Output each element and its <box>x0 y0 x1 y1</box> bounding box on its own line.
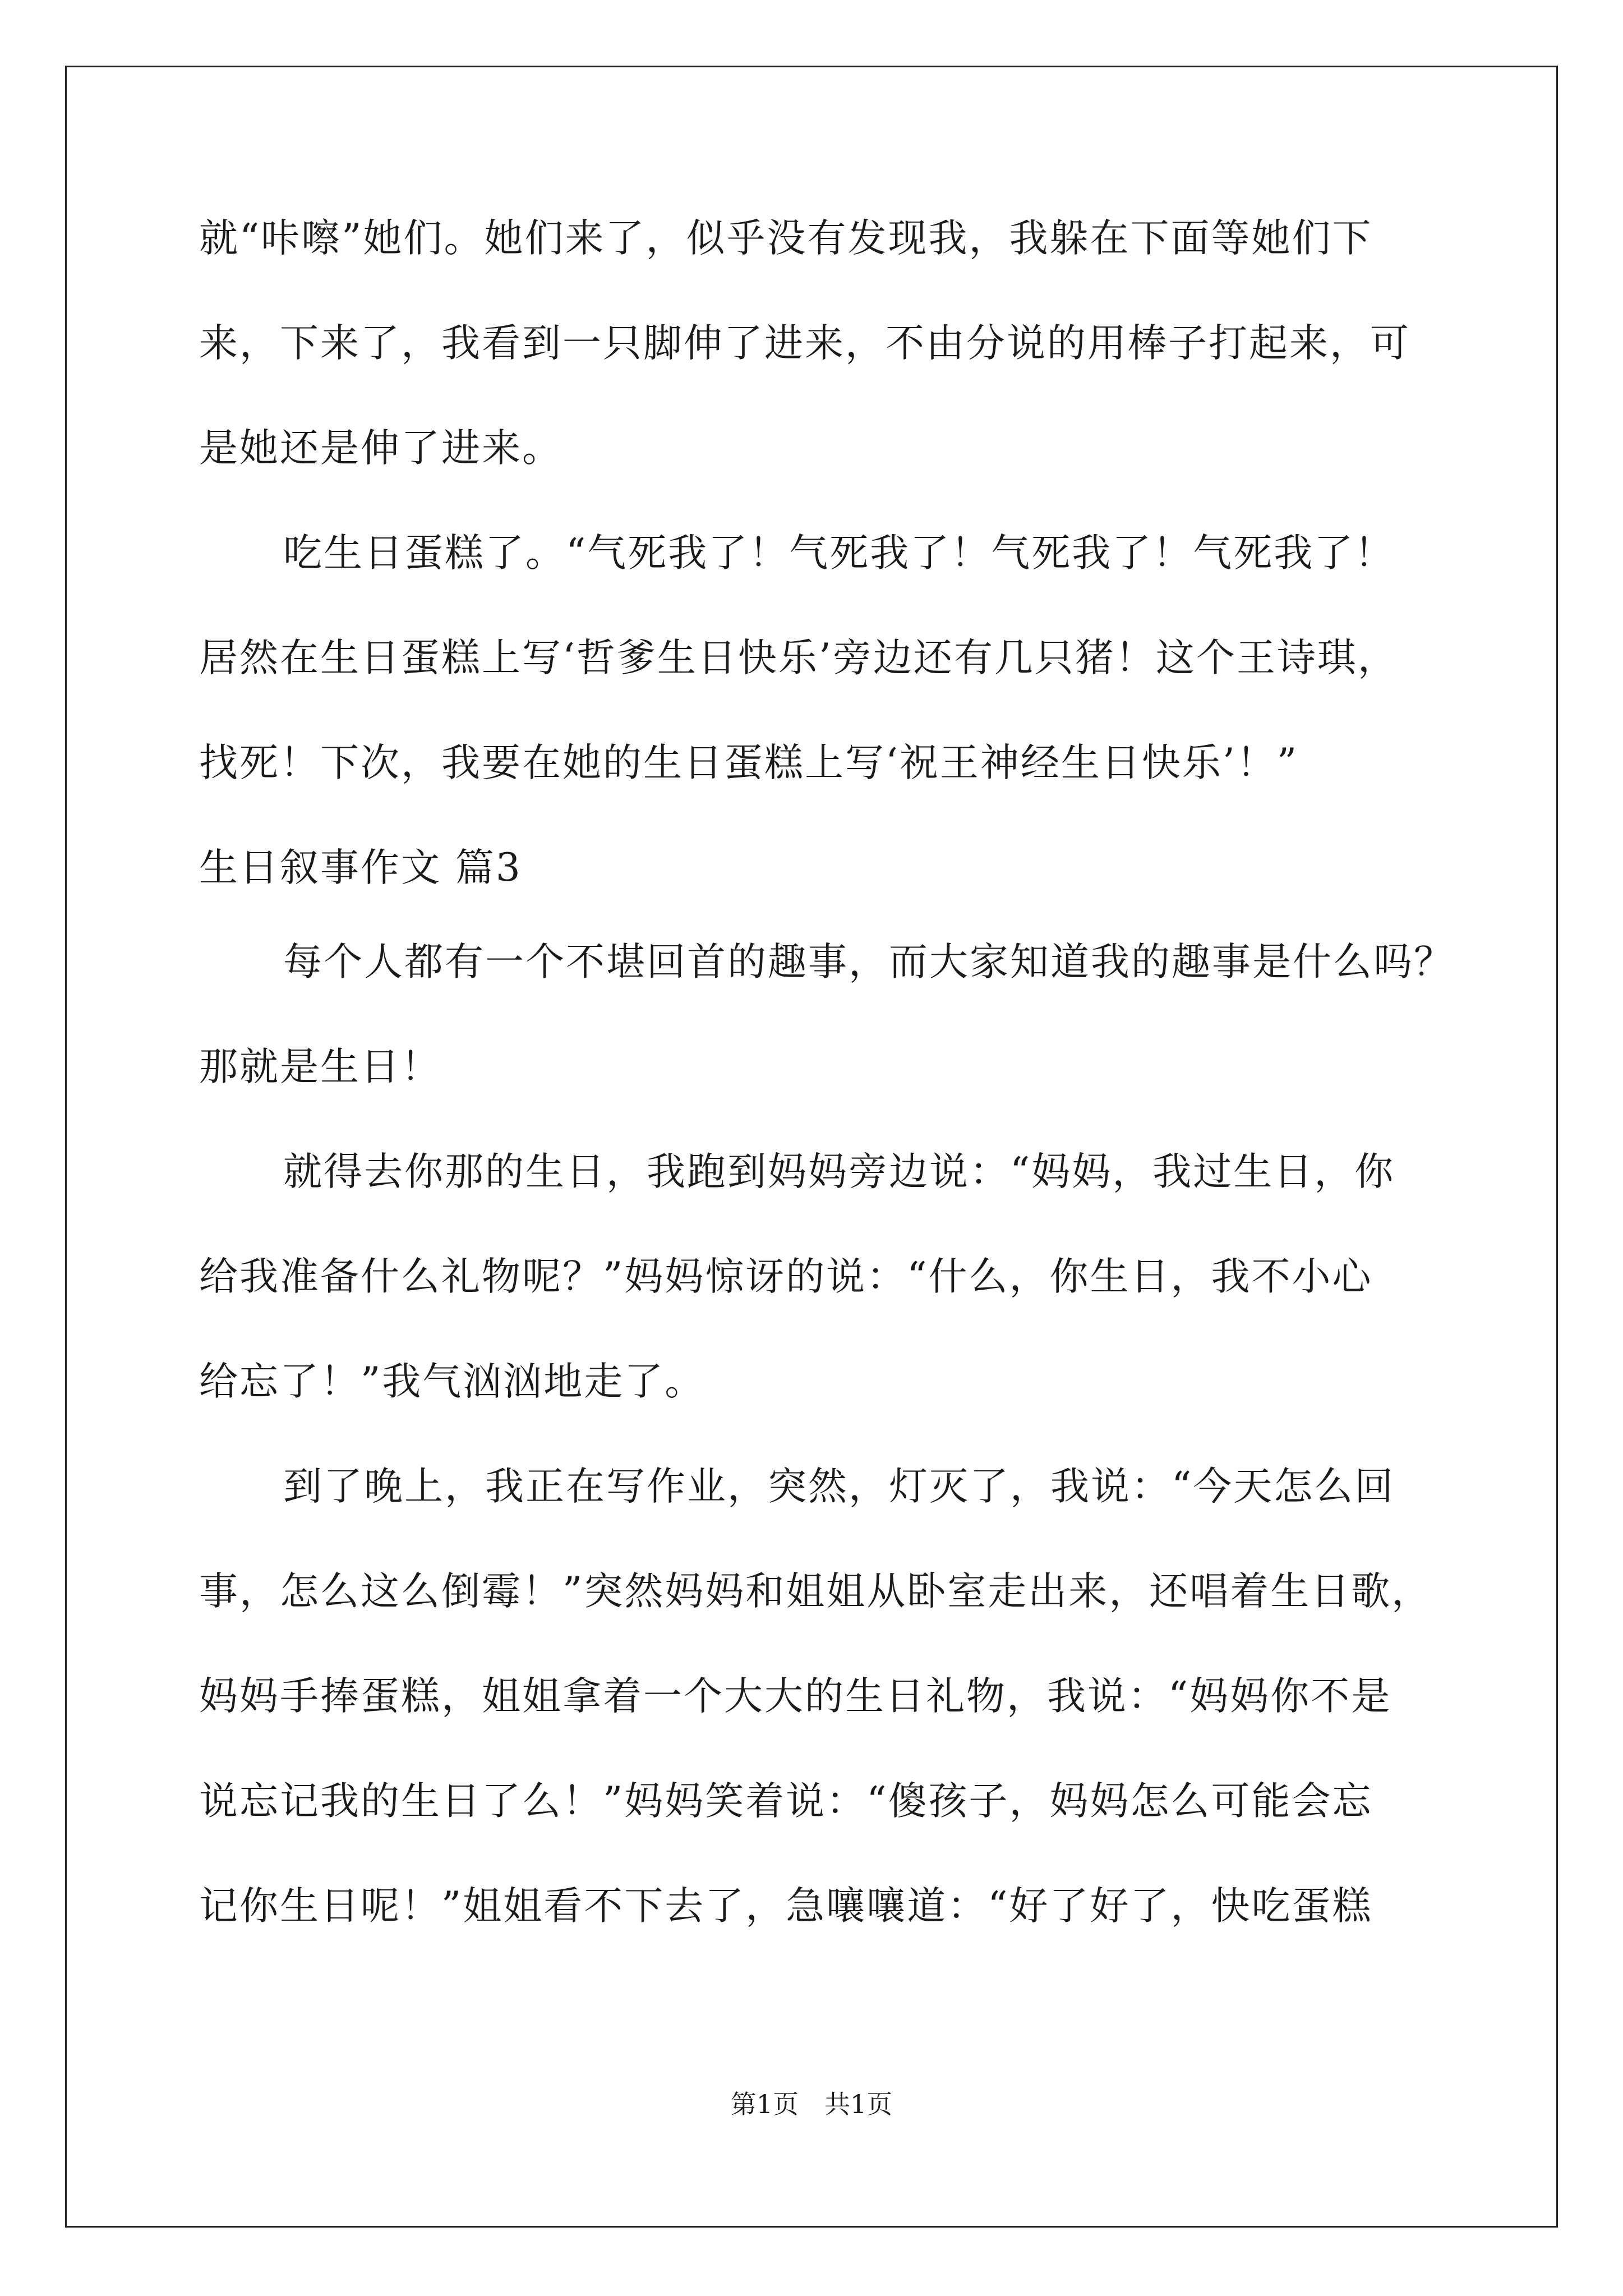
text-line: 说忘记我的生日了么！”妈妈笑着说：“傻孩子，妈妈怎么可能会忘 <box>199 1779 1373 1824</box>
text-line: 记你生日呢！”姐姐看不下去了，急嚷嚷道：“好了好了，快吃蛋糕 <box>199 1884 1373 1929</box>
text-line: 居然在生日蛋糕上写‘哲爹生日快乐’旁边还有几只猪！这个王诗琪， <box>199 636 1398 680</box>
text-line: 找死！下次，我要在她的生日蛋糕上写‘祝王神经生日快乐’！” <box>199 740 1299 785</box>
document-body <box>199 216 1464 1991</box>
paragraph-start-line: 吃生日蛋糕了。“气死我了！气死我了！气死我了！气死我了！ <box>283 531 1395 576</box>
paragraph-start-line: 每个人都有一个不堪回首的趣事，而大家知道我的趣事是什么吗？ <box>283 940 1454 984</box>
text-line: 给忘了！”我气汹汹地走了。 <box>199 1359 706 1404</box>
text-line: 就“咔嚓”她们。她们来了，似乎没有发现我，我躲在下面等她们下 <box>199 216 1373 261</box>
text-line: 事，怎么这么倒霉！”突然妈妈和姐姐从卧室走出来，还唱着生日歌， <box>199 1569 1432 1614</box>
text-line: 给我准备什么礼物呢？”妈妈惊讶的说：“什么，你生日，我不小心 <box>199 1254 1373 1299</box>
page-number-footer: 第1页 共1页 <box>730 2089 893 2119</box>
paragraph-start-line: 到了晚上，我正在写作业，突然，灯灭了，我说：“今天怎么回 <box>283 1464 1395 1509</box>
text-line: 来，下来了，我看到一只脚伸了进来，不由分说的用棒子打起来，可 <box>199 321 1410 366</box>
section-heading: 生日叙事作文 篇3 <box>199 845 522 890</box>
text-line: 妈妈手捧蛋糕，姐姐拿着一个大大的生日礼物，我说：“妈妈你不是 <box>199 1674 1392 1719</box>
text-line: 那就是生日！ <box>199 1045 441 1089</box>
text-line: 是她还是伸了进来。 <box>199 426 562 471</box>
paragraph-start-line: 就得去你那的生日，我跑到妈妈旁边说：“妈妈，我过生日，你 <box>283 1149 1395 1194</box>
